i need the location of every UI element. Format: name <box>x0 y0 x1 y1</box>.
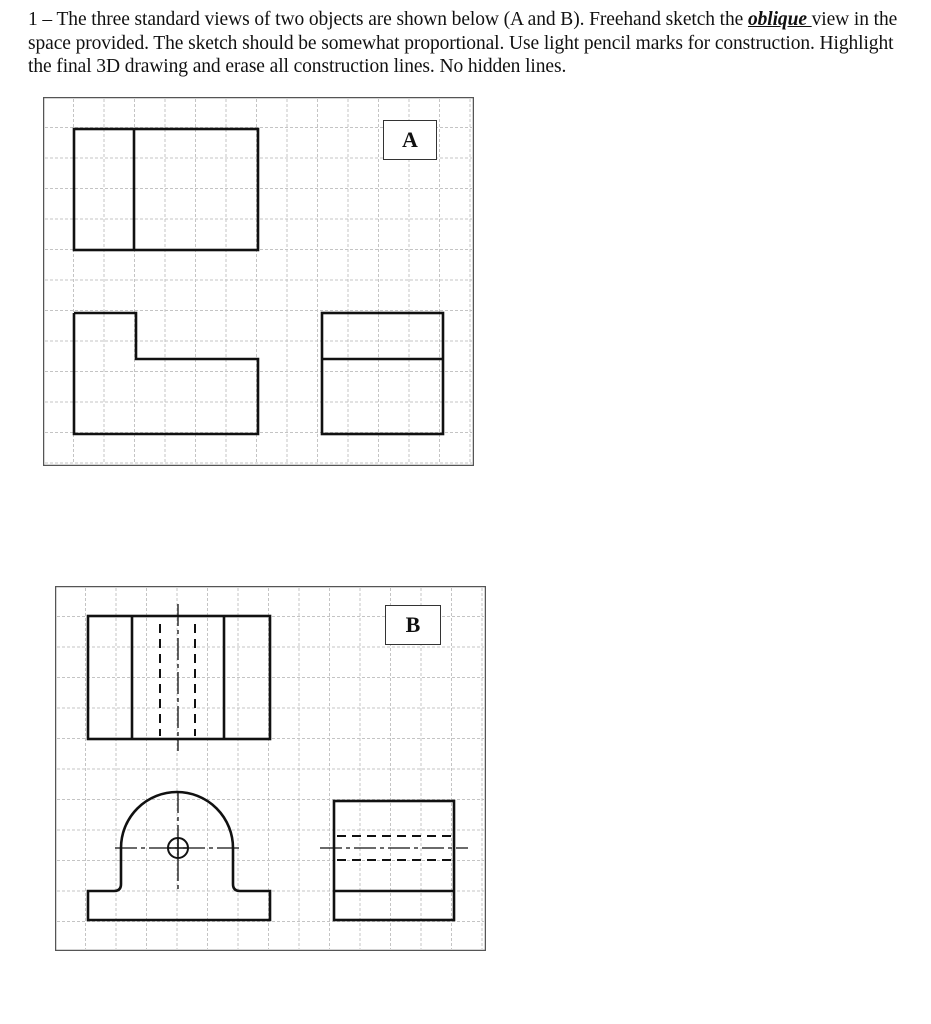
question-text-end: view in the space provided. The sketch should be somewhat proportional. Use light pencil marks for construction. Highlight the final 3D drawing and erase all construction lines. No hidden lines. <box>28 9 898 77</box>
object-a-front-view <box>74 313 258 434</box>
object-b-panel <box>55 586 486 951</box>
object-a-top-view <box>74 129 258 250</box>
question-instructions <box>28 8 908 79</box>
question-text-start: 1 – The three standard views of two objects are shown below (A and B). Freehand sketch the <box>28 9 748 30</box>
object-a-panel <box>43 97 474 466</box>
object-a-label: A <box>383 120 437 160</box>
object-b-front-view <box>88 792 270 920</box>
object-b-front-centerlines <box>115 791 241 891</box>
oblique-keyword: oblique <box>747 9 812 30</box>
object-b-label: B <box>385 605 441 645</box>
object-a-side-view <box>322 313 443 434</box>
